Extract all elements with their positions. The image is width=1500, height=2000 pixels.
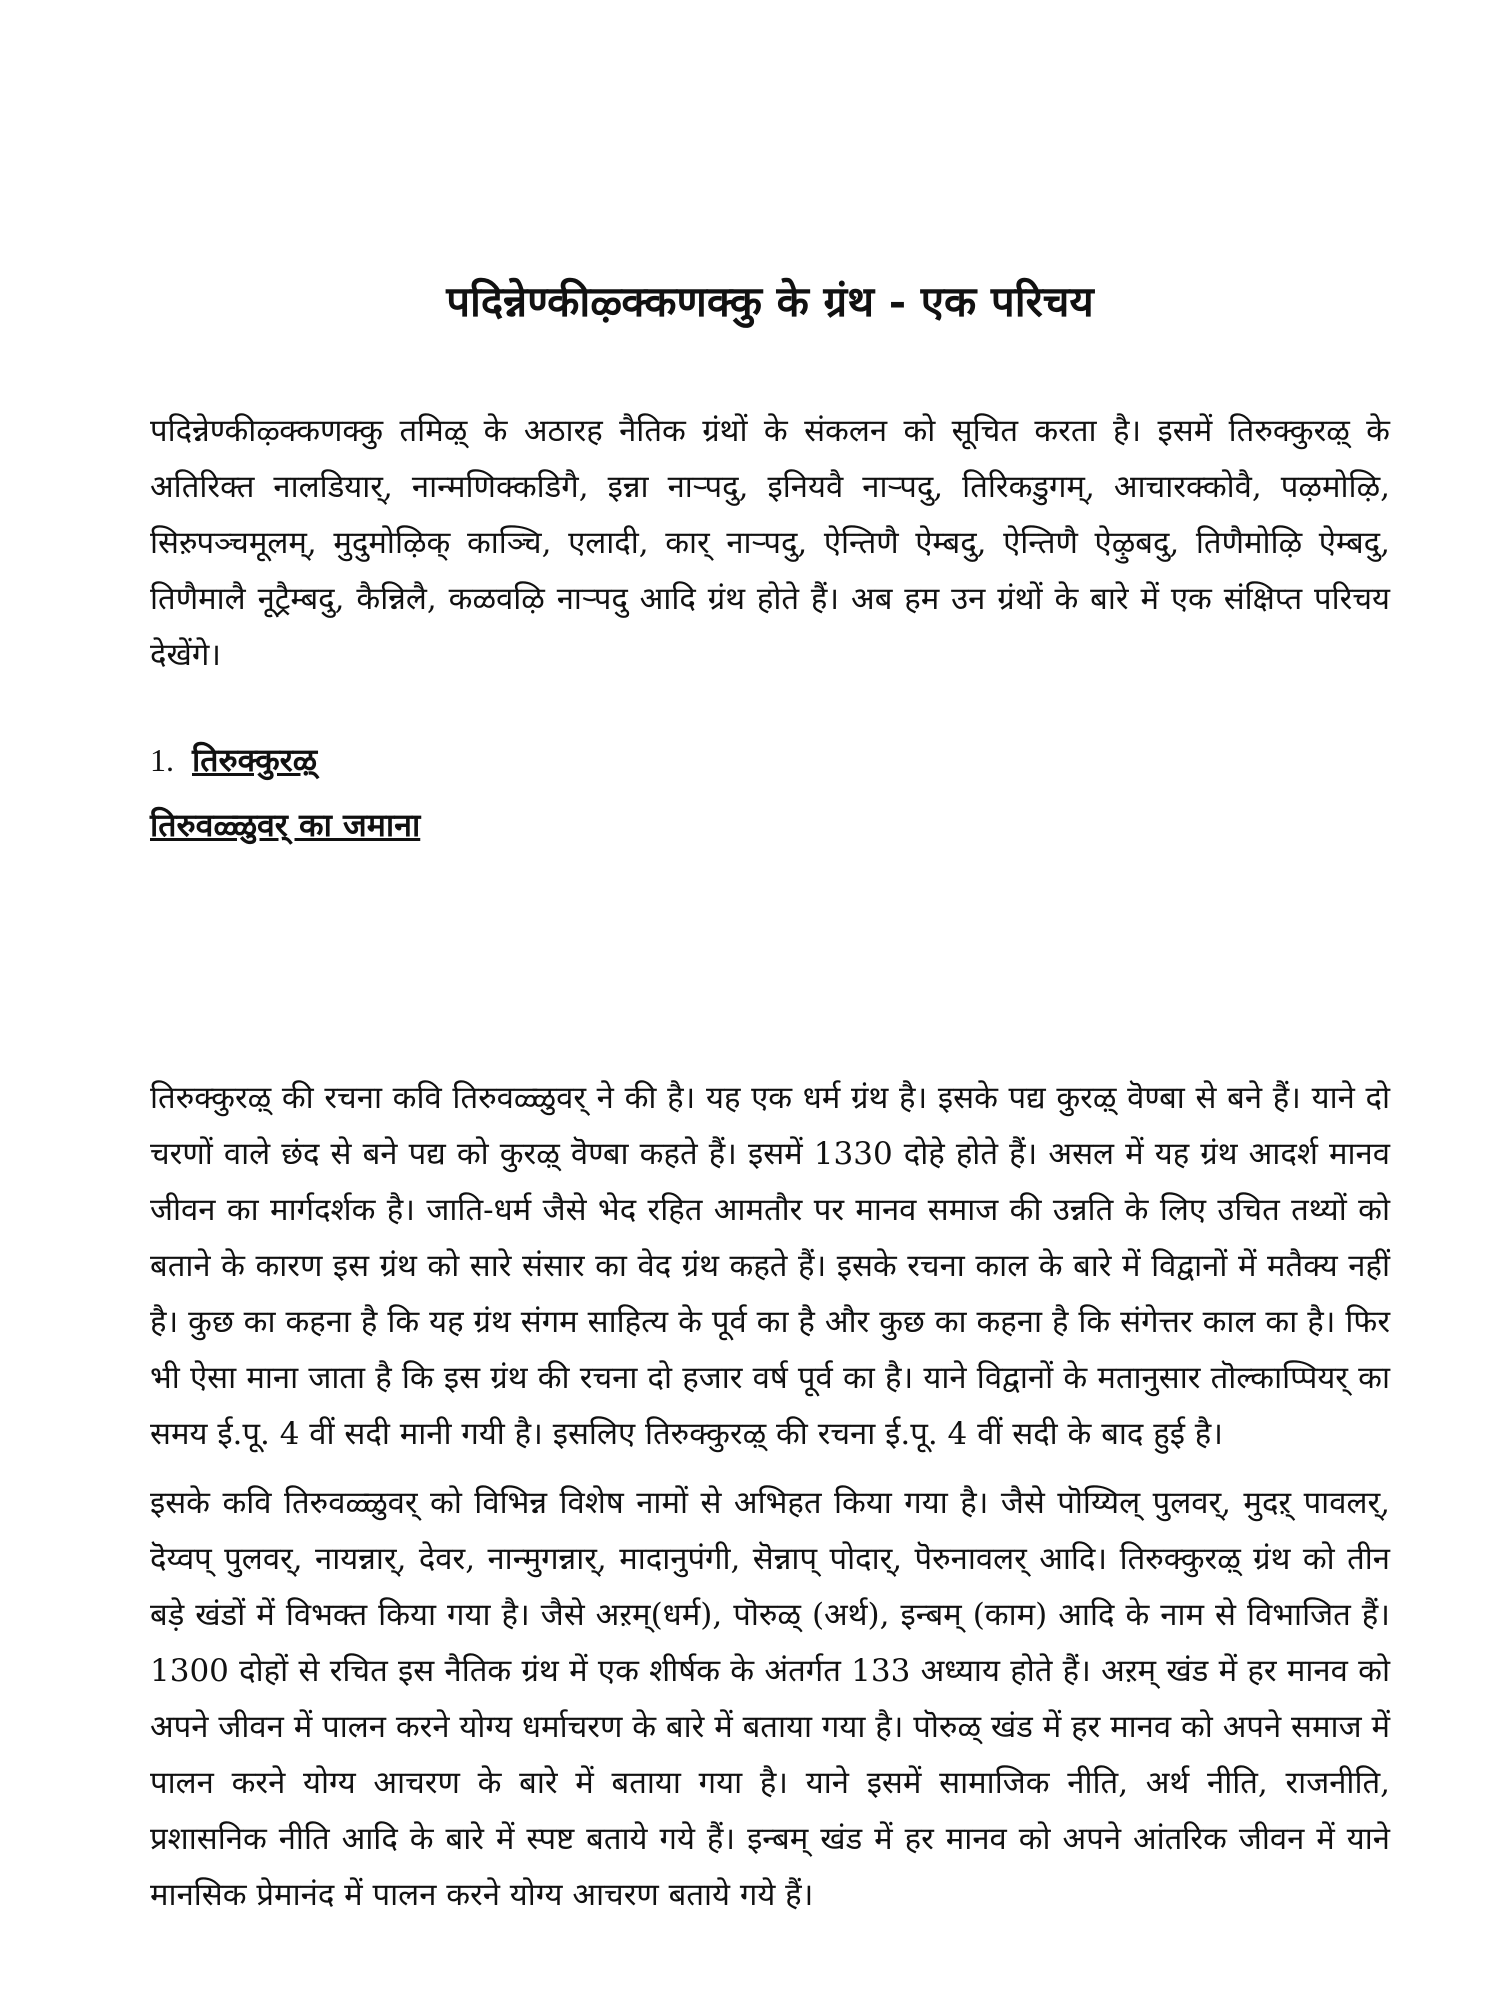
body-paragraph-1: तिरुक्कुरऴ् की रचना कवि तिरुवळ्ळुवर् ने की है। यह एक धर्म ग्रंथ है। इसके पद्य कुरऴ् वॆण्बा से बने हैं। याने दो चरणों वाले छंद से बने पद्य को कुरऴ् वॆण्बा कहते हैं। इसमें 1330 दोहे होते हैं। असल में यह ग्रंथ आदर्श मानव जीवन का मार्गदर्शक है। जाति-धर्म जैसे भेद रहित आमतौर पर मानव समाज की उन्नति के लिए उचित तथ्यों को बताने के कारण इस ग्रंथ को सारे संसार का वेद ग्रंथ कहते हैं। इसके रचना काल के बारे में विद्वानों में मतैक्य नहीं है। कुछ का कहना है कि यह ग्रंथ संगम साहित्य के पूर्व का है और कुछ का कहना है कि संगेत्तर काल का है। फिर भी ऐसा माना जाता है कि इस ग्रंथ की रचना दो हजार वर्ष पूर्व का है। याने विद्वानों के मतानुसार तॊल्काप्पियर् का समय ई.पू. 4 वीं सदी मानी गयी है। इसलिए तिरुक्कुरऴ् की रचना ई.पू. 4 वीं सदी के बाद हुई है। [150, 1080, 1390, 1452]
section-heading [150, 732, 317, 788]
section-title: तिरुक्कुरऴ् [192, 741, 318, 779]
section-number: 1. [150, 742, 174, 778]
body-paragraph-2: इसके कवि तिरुवळ्ळुवर् को विभिन्न विशेष नामों से अभिहत किया गया है। जैसे पॊय्यिल् पुलवर्, मुदऱ् पावलर्, दॆय्वप् पुलवर्, नायन्नार्, देवर, नान्मुगन्नार्, मादानुपंगी, सॆन्नाप् पोदार्, पॆरुनावलर् आदि। तिरुक्कुरऴ् ग्रंथ को तीन बड़े खंडों में विभक्त किया गया है। जैसे अऱम्(धर्म), पॊरुळ् (अर्थ), इन्बम् (काम) आदि के नाम से विभाजित हैं। 1300 दोहों से रचित इस नैतिक ग्रंथ में एक शीर्षक के अंतर्गत 133 अध्याय होते हैं। अऱम् खंड में हर मानव को अपने जीवन में पालन करने योग्य धर्माचरण के बारे में बताया गया है। पॊरुळ् खंड में हर मानव को अपने समाज में पालन करने योग्य आचरण के बारे में बताया गया है। याने इसमें सामाजिक नीति, अर्थ नीति, राजनीति, प्रशासनिक नीति आदि के बारे में स्पष्ट बताये गये हैं। इन्बम् खंड में हर मानव को अपने आंतरिक जीवन में याने मानसिक प्रेमानंद में पालन करने योग्य आचरण बताये गये हैं। [150, 1485, 1390, 1913]
page-title: पदिन्नेण्कीऴ्क्कणक्कु के ग्रंथ - एक परिचय [446, 277, 1094, 326]
document-page [150, 0, 1390, 2000]
intro-paragraph: पदिन्नेण्कीऴ्क्कणक्कु तमिऴ् के अठारह नैतिक ग्रंथों के संकलन को सूचित करता है। इसमें तिरुक्कुरऴ् के अतिरिक्त नालडियार्, नान्मणिक्कडिगै, इन्ना नाऱ्पदु, इनियवै नाऱ्पदु, तिरिकडुगम्, आचारक्कोवै, पऴमोऴि, सिऱुपञ्चमूलम्, मुदुमोऴिक् काञ्चि, एलादी, कार् नाऱ्पदु, ऐन्तिणै ऐम्बदु, ऐन्तिणै ऐऴुबदु, तिणैमोऴि ऐम्बदु, तिणैमालै नूट्रैम्बदु, कैन्निलै, कळवऴि नाऱ्पदु आदि ग्रंथ होते हैं। अब हम उन ग्रंथों के बारे में एक संक्षिप्त परिचय देखेंगे। [150, 413, 1390, 673]
subsection-heading: तिरुवळ्ळुवर् का जमाना [150, 806, 421, 844]
